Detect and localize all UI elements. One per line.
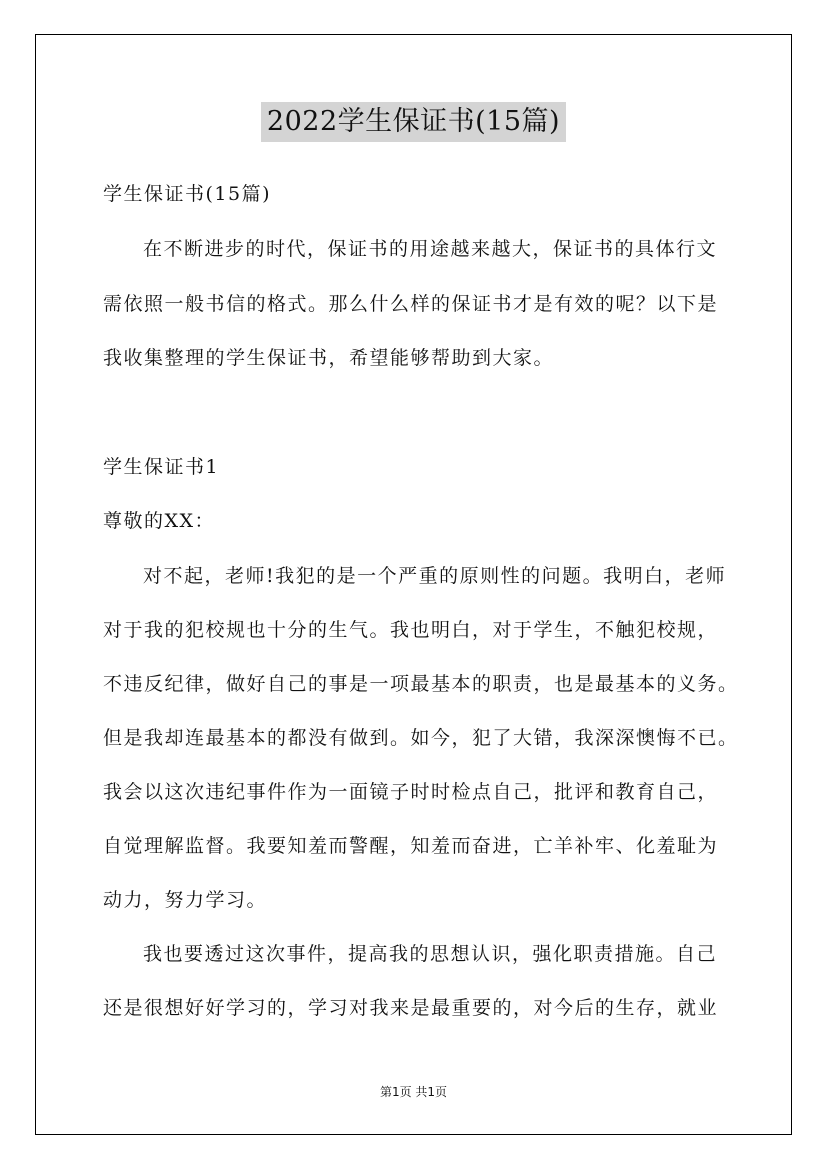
paragraph1-line-3: 不违反纪律，做好自己的事是一项最基本的职责，也是最基本的义务。: [103, 673, 739, 695]
paragraph1-line-2: 对于我的犯校规也十分的生气。我也明白，对于学生，不触犯校规，: [103, 619, 719, 641]
paragraph1-line-4: 但是我却连最基本的都没有做到。如今，犯了大错，我深深懊悔不已。: [103, 727, 739, 749]
paragraph2-line-2: 还是很想好好学习的，学习对我来是最重要的，对今后的生存，就业: [103, 997, 719, 1019]
intro-line-1: 在不断进步的时代，保证书的用途越来越大，保证书的具体行文: [143, 238, 718, 260]
paragraph1-line-6: 自觉理解监督。我要知羞而警醒，知羞而奋进，亡羊补牢、化羞耻为: [103, 835, 719, 857]
section-heading: 学生保证书1: [103, 456, 220, 478]
paragraph1-line-5: 我会以这次违纪事件作为一面镜子时时检点自己，批评和教育自己，: [103, 781, 719, 803]
subtitle: 学生保证书(15篇): [103, 183, 272, 205]
page-footer: 第1页 共1页: [379, 1085, 448, 1099]
paragraph1-line-7: 动力，努力学习。: [103, 889, 268, 911]
paragraph1-line-1: 对不起，老师!我犯的是一个严重的原则性的问题。我明白，老师: [143, 565, 727, 587]
intro-line-3: 我收集整理的学生保证书，希望能够帮助到大家。: [103, 347, 555, 369]
intro-line-2: 需依照一般书信的格式。那么什么样的保证书才是有效的呢？以下是: [103, 293, 719, 315]
paragraph2-line-1: 我也要透过这次事件，提高我的思想认识，强化职责措施。自己: [143, 943, 718, 965]
document-title: 2022学生保证书(15篇): [261, 102, 566, 142]
salutation: 尊敬的XX：: [103, 510, 216, 532]
